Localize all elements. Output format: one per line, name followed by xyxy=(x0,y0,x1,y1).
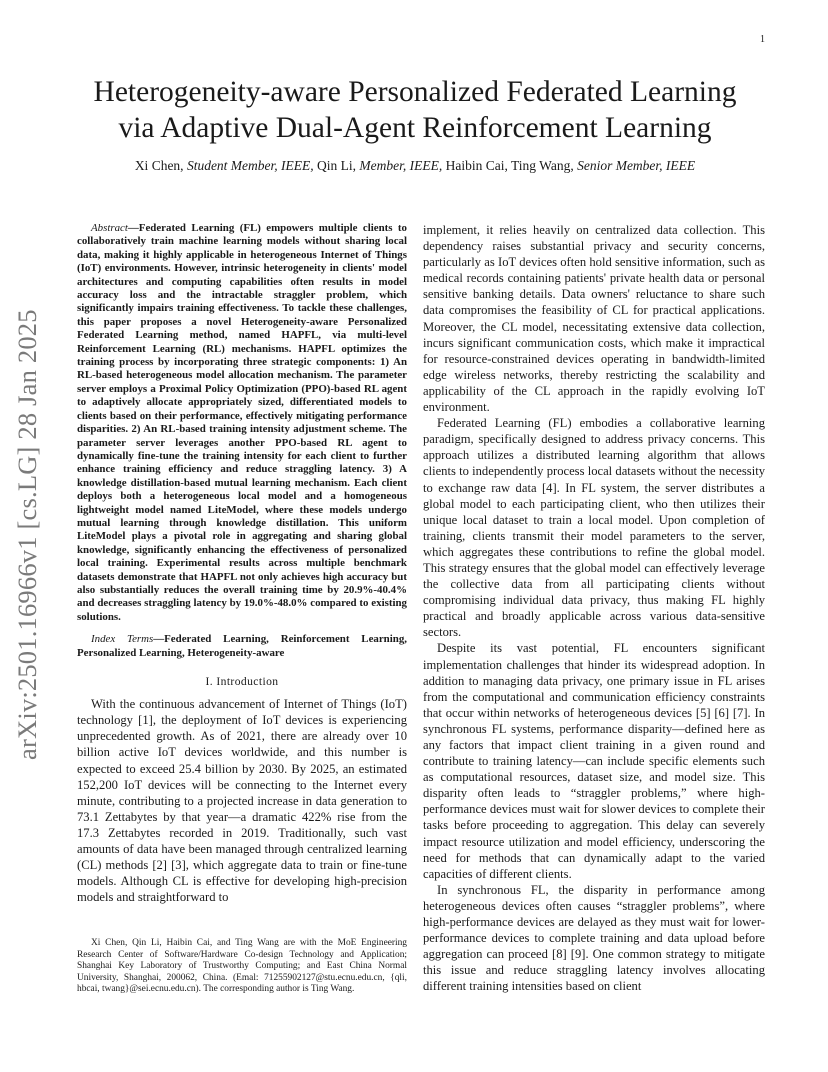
right-paragraph-2: Federated Learning (FL) embodies a collaborative learning paradigm, specifically designed to address privacy concerns. This approach utilizes a distributed learning algorithm that allows clients to independently process local datasets without the necessity to exchange raw data [4]. In FL system, the server distributes a global model to each participating client, who then utilizes their unique local dataset to train a local model. Upon completion of training, clients transmit their model parameters to the server, which aggregates these contributions to refine the global model. This strategy ensures that the global model can effectively leverage the collective data from all participating clients without compromising individual data privacy, thus making FL highly practical and broadly applicable across various data-sensitive sectors. xyxy=(423,416,765,640)
author-3-4: Haibin Cai, Ting Wang, xyxy=(442,158,578,173)
paper-title xyxy=(40,74,790,146)
author-1-membership: Student Member, IEEE, xyxy=(186,158,314,173)
right-paragraph-3: Despite its vast potential, FL encounters significant implementation challenges that hinder its widespread adoption. In addition to managing data privacy, one primary issue in FL arises from the computational and communication efficiency constraints that occur within networks of heterogeneous devices [5] [6] [7]. In synchronous FL systems, performance disparity—defined here as any factors that impact client training in a given round and contribute to training latency—can include specific elements such as computational resources, dataset size, and model size. This disparity often leads to “straggler problems,” where high-performance devices must wait for slower devices to complete their tasks before proceeding to aggregation. This delay can severely impact resource utilization and model efficiency, underscoring the need for methods that can dynamically adapt to the varied capacities of different clients. xyxy=(423,641,765,881)
right-paragraph-1: implement, it relies heavily on centralized data collection. This dependency raises substantial privacy and security concerns, particularly as IoT devices often hold sensitive information, such as medical records containing patients' private health data or personal sensitive banking details. Data owners' reluctance to share such data compromises the feasibility of CL for practical applications. Moreover, the CL model, necessitating extensive data collection, incurs significant communication costs, which make it impractical for resource-constrained devices operating in bandwidth-limited edge wireless networks, thereby restricting the scalability and applicability of the CL approach in the rapidly evolving IoT environment. xyxy=(423,223,765,415)
index-terms-label: Index Terms xyxy=(91,633,154,646)
abstract-text: —Federated Learning (FL) empowers multiple clients to collaboratively train machine learning models without sharing local data, making it highly applicable in heterogeneous Internet of Things (IoT) environments. However, intrinsic heterogeneity in clients' model architectures and computing capabilities often results in model accuracy loss and the intractable straggler problem, which significantly impairs training effectiveness. To tackle these challenges, this paper proposes a novel Heterogeneity-aware Personalized Federated Learning method, named HAPFL, via multi-level Reinforcement Learning (RL) mechanisms. HAPFL optimizes the training process by incorporating three strategic components: 1) An RL-based heterogeneous model allocation mechanism. The parameter server employs a Proximal Policy Optimization (PPO)-based RL agent to adaptively allocate appropriately sized, differentiated models to clients based on their performance, effectively mitigating performance disparities. 2) An RL-based training intensity adjustment scheme. The parameter server leverages another PPO-based RL agent to dynamically fine-tune the training intensity for each client to further enhance training efficiency and reduce straggling latency. 3) A knowledge distillation-based mutual learning mechanism. Each client deploys both a heterogeneous local model and a homogeneous lightweight model named LiteModel, where these models undergo mutual learning through knowledge distillation. This uniform LiteModel plays a pivotal role in aggregating and sharing global knowledge, significantly enhancing the effectiveness of personalized local training. Experimental results across multiple benchmark datasets demonstrate that HAPFL not only achieves high accuracy but also substantially reduces the overall training time by 20.9%-40.4% and decreases straggling latency by 19.0%-48.0% compared to existing solutions. xyxy=(77,222,407,623)
title-line-1: Heterogeneity-aware Personalized Federated Learning xyxy=(93,76,737,108)
author-2: Qin Li, xyxy=(313,158,360,173)
abstract-label: Abstract xyxy=(91,222,128,234)
left-column xyxy=(77,222,407,905)
arxiv-stamp-text: arXiv:2501.16966v1 [cs.LG] 28 Jan 2025 xyxy=(12,309,42,760)
title-line-2: via Adaptive Dual-Agent Reinforcement Learning xyxy=(118,112,712,144)
right-paragraph-4: In synchronous FL, the disparity in performance among heterogeneous devices often causes “straggler problems”, where high-performance devices are delayed as they must wait for lower-performance devices to complete training and data upload before aggregation can proceed [8] [9]. One common strategy to mitigate this issue and reduce straggling latency involves allocating different training intensities based on client xyxy=(423,882,765,994)
author-list xyxy=(40,157,790,175)
author-affiliation-footnote: Xi Chen, Qin Li, Haibin Cai, and Ting Wang are with the MoE Engineering Research Center of Software/Hardware Co-design Technology and Application; Shanghai Key Laboratory of Trustworthy Computing; and East China Normal University, Shanghai, 200062, China. (Emal: 71255902127@stu.ecnu.edu.cn, {qli, hbcai, twang}@sei.ecnu.edu.cn). The corresponding author is Ting Wang. xyxy=(77,938,407,995)
abstract xyxy=(77,222,407,624)
intro-paragraph-1: With the continuous advancement of Internet of Things (IoT) technology [1], the deployment of IoT devices is experiencing unprecedented growth. As of 2021, there are already over 10 billion active IoT devices worldwide, and this number is expected to exceed 25.4 billion by 2030. By 2025, an estimated 152,200 IoT devices will be connecting to the Internet every minute, contributing to a projected increase in data generation to 73.1 Zettabytes by that year—a dramatic 422% rise from the 17.3 Zettabytes recorded in 2019. Traditionally, such vast amounts of data have been managed through centralized learning (CL) methods [2] [3], which aggregate data to train or fine-tune models. Although CL is effective for developing high-precision models and straightforward to xyxy=(77,697,407,905)
author-2-membership: Member, IEEE, xyxy=(359,158,443,173)
index-terms xyxy=(77,633,407,660)
author-4-membership: Senior Member, IEEE xyxy=(577,158,696,173)
right-column xyxy=(423,222,765,995)
section-heading-introduction: I. Introduction xyxy=(205,675,279,688)
author-1: Xi Chen, xyxy=(134,158,187,173)
arxiv-identifier-stamp[interactable] xyxy=(4,290,46,760)
index-terms-text: —Federated Learning, Reinforcement Learning, Personalized Learning, Heterogeneity-aware xyxy=(77,633,407,659)
page-number: 1 xyxy=(760,34,765,45)
